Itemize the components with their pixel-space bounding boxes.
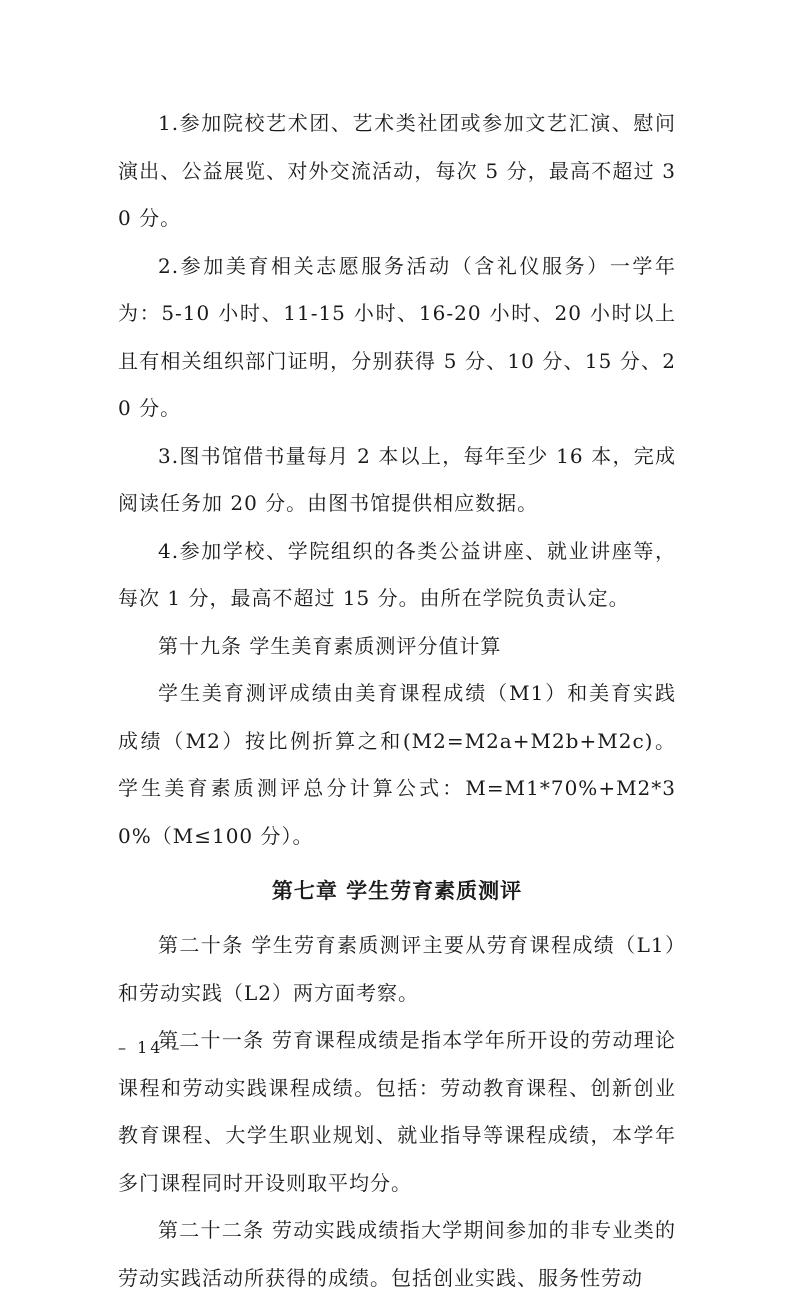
article-20: 第二十条 学生劳育素质测评主要从劳育课程成绩（L1）和劳动实践（L2）两方面考察。 (118, 933, 676, 1005)
item-1-art-troupe: 1.参加院校艺术团、艺术类社团或参加文艺汇演、慰问演出、公益展览、对外交流活动，每次 5 分，最高不超过 30 分。 (118, 111, 676, 230)
article-19-formula: 学生美育测评成绩由美育课程成绩（M1）和美育实践成绩（M2）按比例折算之和(M2=M2a+M2b+M2c)。学生美育素质测评总分计算公式：M=M1*70%+M2*30%（M≤100 分）。 (118, 681, 676, 848)
article-21: 第二十一条 劳育课程成绩是指本学年所开设的劳动理论课程和劳动实践课程成绩。包括：劳动教育课程、创新创业教育课程、大学生职业规划、就业指导等课程成绩，本学年多门课程同时开设则取平均分。 (118, 1028, 676, 1195)
page-number: – 14 – (118, 1038, 183, 1057)
chapter-7-title: 第七章 学生劳育素质测评 (271, 879, 523, 903)
item-2-volunteer-service: 2.参加美育相关志愿服务活动（含礼仪服务）一学年为：5-10 小时、11-15 小时、16-20 小时、20 小时以上且有相关组织部门证明，分别获得 5 分、10 分、15 分、20 分。 (118, 253, 676, 420)
article-19-heading: 第十九条 学生美育素质测评分值计算 (158, 633, 502, 658)
article-22: 第二十二条 劳动实践成绩指大学期间参加的非专业类的劳动实践活动所获得的成绩。包括创业实践、服务性劳动 (118, 1218, 676, 1290)
item-4-lectures: 4.参加学校、学院组织的各类公益讲座、就业讲座等，每次 1 分，最高不超过 15 分。由所在学院负责认定。 (118, 538, 676, 610)
item-3-library-reading: 3.图书馆借书量每月 2 本以上，每年至少 16 本，完成阅读任务加 20 分。由图书馆提供相应数据。 (118, 443, 676, 515)
